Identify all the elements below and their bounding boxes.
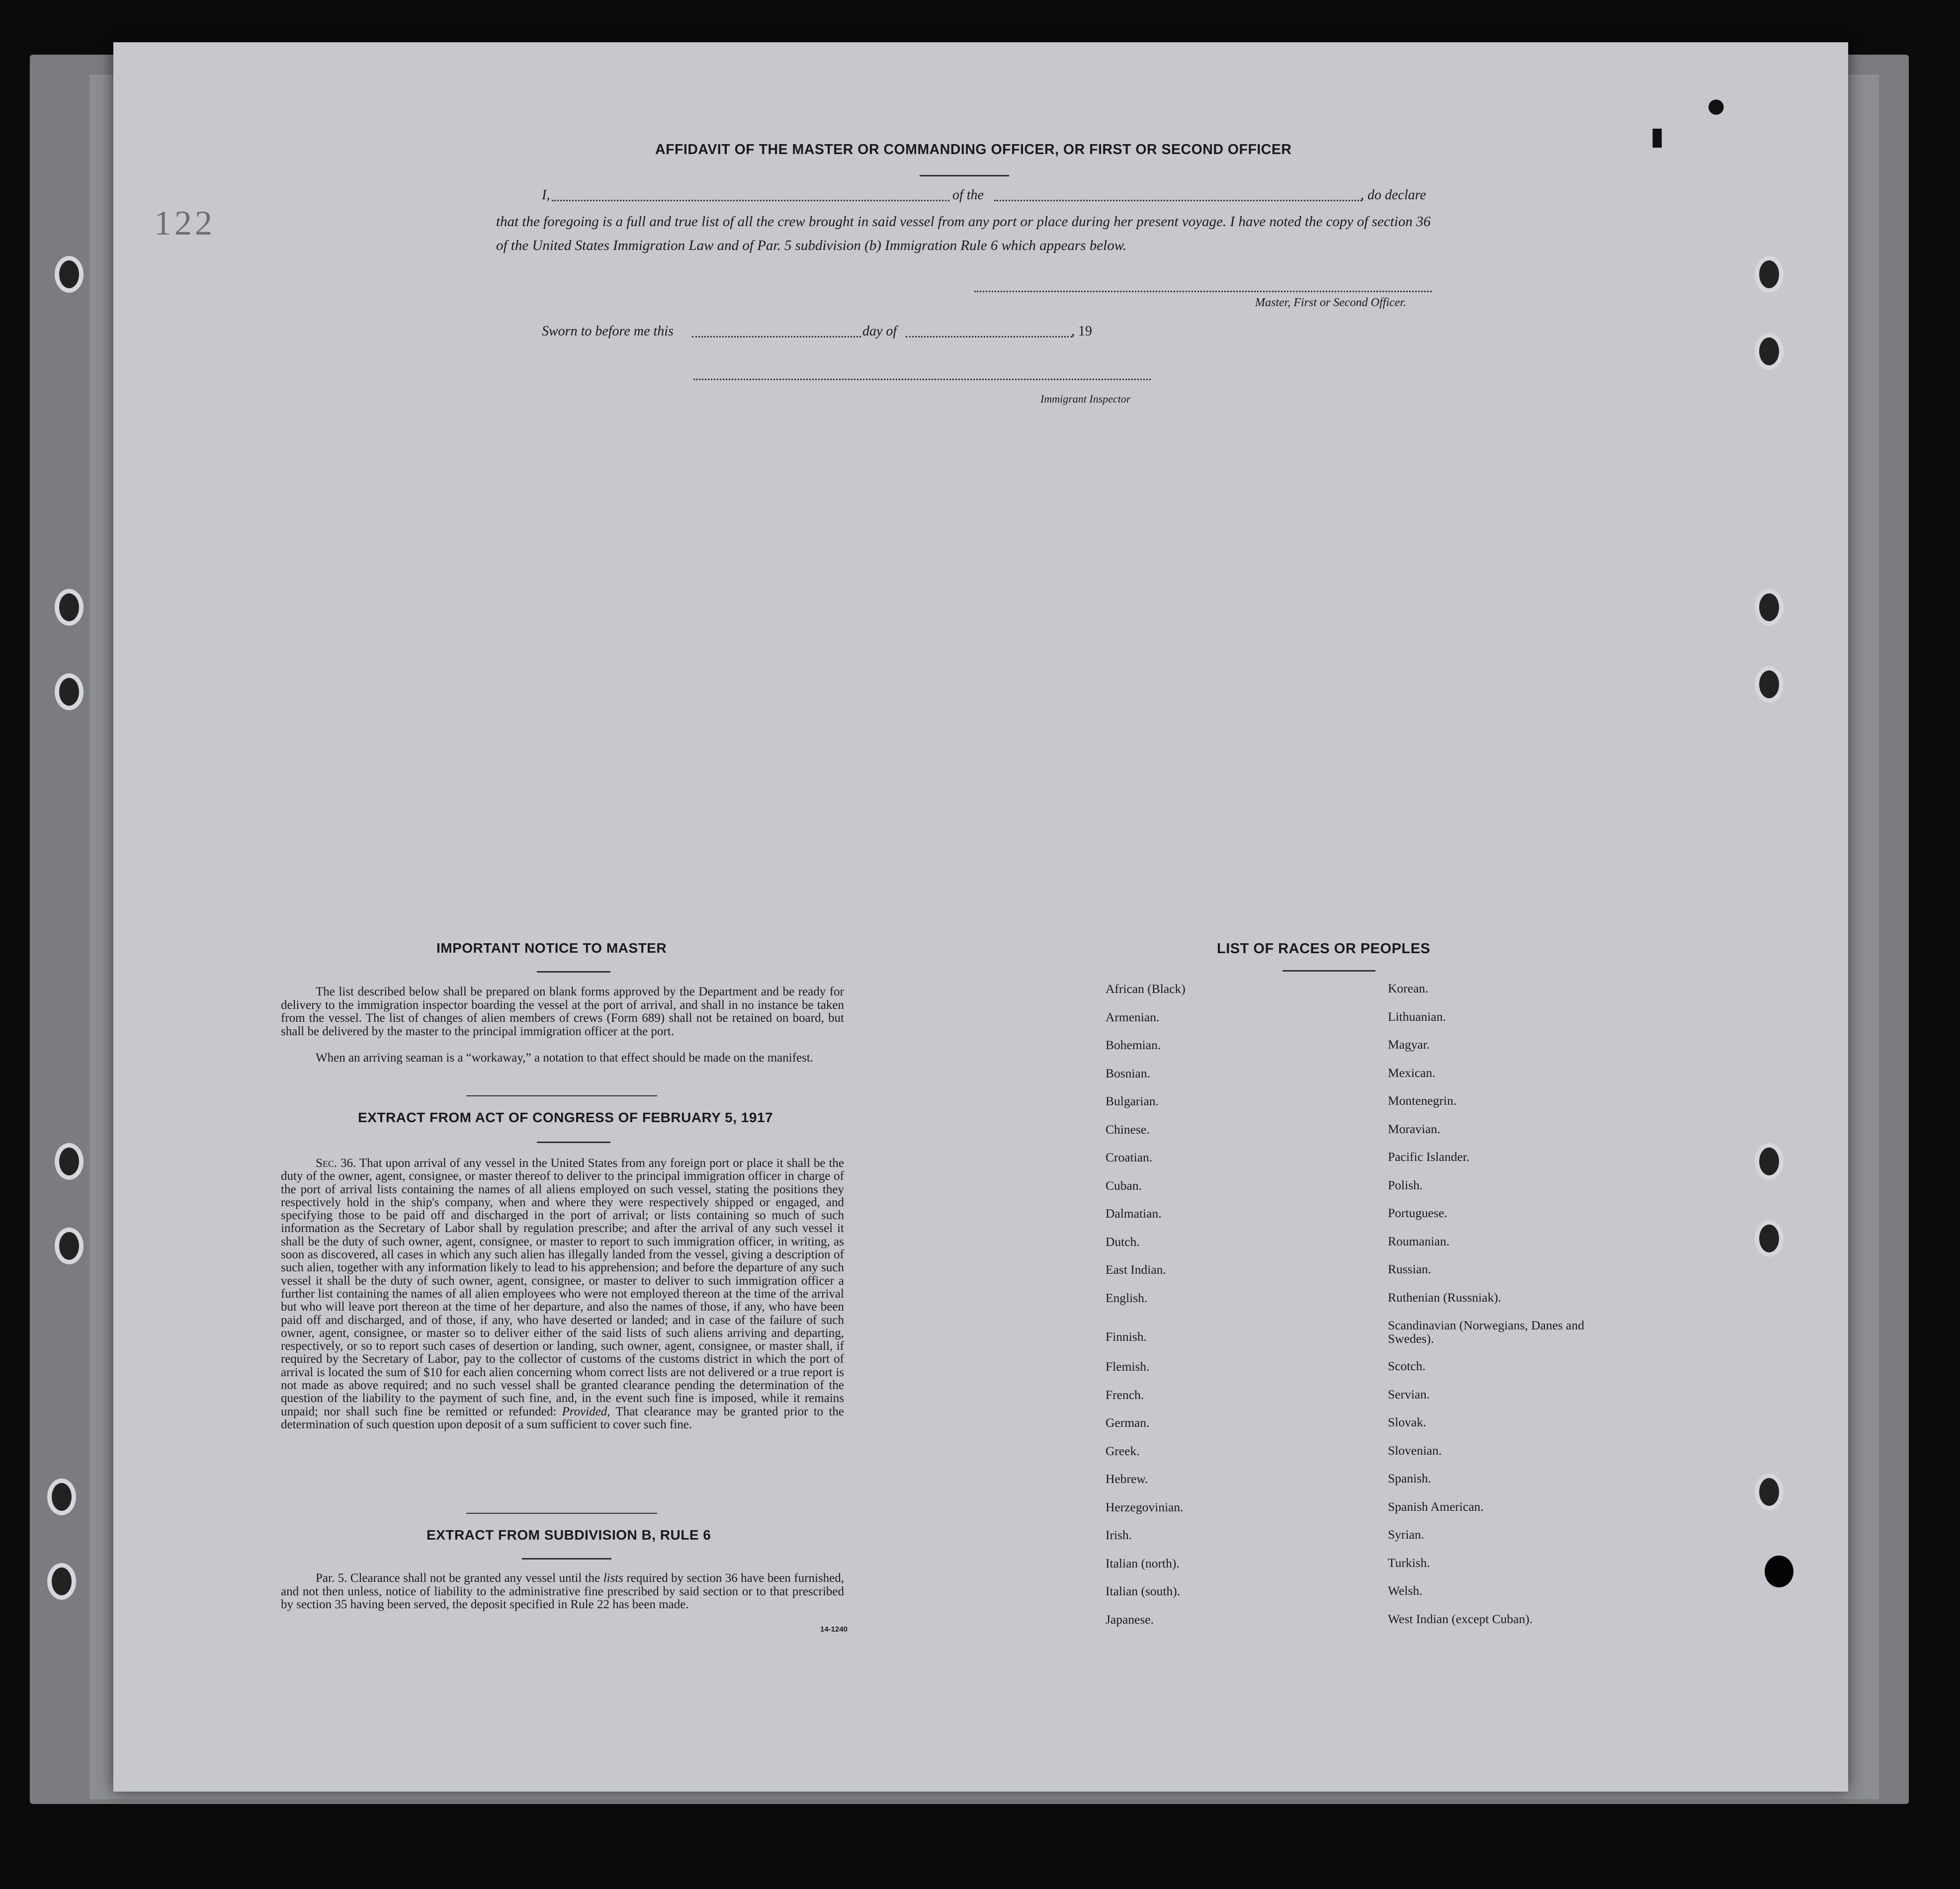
title-rule: [522, 1558, 611, 1560]
title-rule: [537, 1142, 610, 1143]
race-item: African (Black): [1106, 982, 1186, 996]
punch-hole: [1755, 589, 1784, 626]
notice-paragraph-2: When an arriving seaman is a “workaway,” a notation to that effect should be made on the manifest.: [316, 1051, 814, 1065]
race-item: Ruthenian (Russniak).: [1388, 1290, 1502, 1305]
corner-mark: ●: [1707, 94, 1725, 117]
race-item: Dalmatian.: [1106, 1206, 1162, 1221]
punch-hole: [1755, 1143, 1784, 1180]
race-item: German.: [1106, 1415, 1150, 1430]
punch-hole: [1755, 1474, 1784, 1510]
race-row: [1106, 1094, 1627, 1122]
race-row: [1106, 1444, 1627, 1472]
affidavit-of-the-label: of the: [952, 187, 984, 203]
punch-hole: [47, 1478, 76, 1515]
race-item: Armenian.: [1106, 1009, 1160, 1024]
form-number: 14-1240: [820, 1625, 848, 1634]
race-row: [1106, 1122, 1627, 1150]
rule6-body: [281, 1572, 844, 1612]
punch-hole: [55, 1228, 84, 1264]
sworn-day-blank: [692, 336, 861, 337]
vessel-blank: [994, 200, 1362, 201]
race-item: Slovenian.: [1388, 1443, 1442, 1458]
affidavit-body: that the foregoing is a full and true list of all the crew brought in said vessel from any port or place during her present voyage. I have noted the copy of section 36 of the United States Immigration Law and of Par. 5 subdivision (b) Immigration Rule 6 which appears below.: [496, 214, 1431, 253]
section-rule: [466, 1513, 657, 1514]
race-item: West Indian (except Cuban).: [1388, 1611, 1533, 1626]
inspector-signature-blank: [693, 379, 1151, 380]
race-item: Cuban.: [1106, 1178, 1142, 1193]
race-item: Finnish.: [1106, 1329, 1147, 1344]
punch-hole: [55, 1143, 84, 1180]
race-row: [1106, 982, 1627, 1010]
act-section-36: [281, 1157, 844, 1431]
race-item: Chinese.: [1106, 1122, 1150, 1137]
punch-hole: [1755, 1220, 1784, 1257]
race-item: Scandinavian (Norwegians, Danes and Swedes).: [1388, 1318, 1585, 1346]
race-item: Montenegrin.: [1388, 1093, 1457, 1108]
race-item: Spanish American.: [1388, 1499, 1484, 1514]
race-item: Korean.: [1388, 981, 1429, 995]
corner-mark: ▮: [1650, 122, 1664, 151]
race-row: [1106, 1388, 1627, 1416]
race-row: [1106, 1010, 1627, 1038]
affidavit-declare-label: , do declare: [1361, 187, 1426, 203]
race-item: Greek.: [1106, 1443, 1140, 1458]
race-item: Bohemian.: [1106, 1038, 1161, 1052]
notice-paragraph-1: The list described below shall be prepared on blank forms approved by the Department and be ready for delivery to the immigration inspector boarding the vessel at the port of arrival, and shall in no instance be taken from the vessel. The list of changes of alien members of crews (Form 689) shall not be retained on board, but shall be delivered by the master to the principal immigration officer at the port.: [281, 985, 844, 1038]
name-blank: [552, 200, 949, 201]
race-item: Moravian.: [1388, 1121, 1441, 1136]
punch-hole: [1765, 1556, 1793, 1587]
act-title: EXTRACT FROM ACT OF CONGRESS OF FEBRUARY 5, 1917: [358, 1110, 773, 1125]
act-body: 36. That upon arrival of any vessel in the United States from any foreign port or place it shall be the duty of the owner, agent, consignee, or master thereof to deliver to the principal immigration officer in charge of the port of arrival lists containing the names of all aliens employed on such vessel, stating the positions they respectively hold in the ship's company, when and where they were respectively shipped or engaged, and specifying those to be paid off and discharged in the port of arrival; or lists containing so much of such information as the Secretary of Labor shall by regulation prescribe; and after the arrival of any such vessel it shall be the duty of such owner, agent, consignee, or master to report to such immigration officer, in writing, as soon as discovered, all cases in which any such alien has illegally landed from the vessel, giving a description of such alien, together with any information likely to lead to his apprehension; and before the departure of any such vessel it shall be the duty of such owner, agent, consignee, or master to deliver to such immigration officer a further list containing the names of all alien employees who were not employed thereon at the time of the arrival but who will leave port thereon at the time of her departure, and also the names of those, if any, who have been paid off and discharged, and of those, if any, who have deserted or landed; and in case of the failure of such owner, agent, consignee, or master so to deliver either of the said lists of such aliens arriving and departing, respectively, or so to report such cases of desertion or landing, such owner, agent, consignee, or master shall, if required by the Secretary of Labor, pay to the collector of customs of the customs district in which the port of arrival is located the sum of $10 for each alien concerning whom correct lists are not delivered or a true report is not made as above required; and no such vessel shall be granted clearance pending the determination of the question of the liability to the payment of such fine, and, in the event such fine is imposed, while it remains unpaid; nor shall such fine be remitted or refunded:: [281, 1156, 844, 1418]
section-rule: [466, 1095, 657, 1096]
notice-title: IMPORTANT NOTICE TO MASTER: [436, 940, 667, 956]
race-item: Mexican.: [1388, 1065, 1436, 1080]
race-item: Lithuanian.: [1388, 1009, 1446, 1024]
signature-label: Master, First or Second Officer.: [1255, 296, 1406, 309]
race-row: [1106, 1291, 1627, 1319]
race-item: Italian (north).: [1106, 1556, 1180, 1570]
sworn-label: Sworn to before me this: [542, 324, 674, 339]
race-row: [1106, 1178, 1627, 1207]
affidavit-title: AFFIDAVIT OF THE MASTER OR COMMANDING OFFICER, OR FIRST OR SECOND OFFICER: [655, 142, 1292, 158]
race-item: Magyar.: [1388, 1037, 1430, 1052]
race-item: Syrian.: [1388, 1527, 1424, 1542]
title-rule: [537, 971, 610, 973]
year-label: , 19: [1071, 324, 1092, 339]
race-row: [1106, 1262, 1627, 1291]
race-row: [1106, 1528, 1627, 1556]
race-item: Hebrew.: [1106, 1472, 1148, 1486]
punch-hole: [55, 256, 84, 293]
punch-hole: [1755, 256, 1784, 293]
race-item: Spanish.: [1388, 1471, 1432, 1485]
race-item: Bosnian.: [1106, 1066, 1150, 1080]
race-item: Pacific Islander.: [1388, 1150, 1470, 1164]
race-row: [1106, 1038, 1627, 1066]
race-item: Dutch.: [1106, 1234, 1140, 1249]
race-item: Herzegovinian.: [1106, 1499, 1184, 1514]
race-row: [1106, 1612, 1627, 1641]
punch-hole: [55, 589, 84, 626]
race-row: [1106, 1206, 1627, 1234]
race-row: [1106, 1472, 1627, 1500]
race-item: Russian.: [1388, 1262, 1432, 1276]
lists-word: lists: [603, 1571, 623, 1585]
rule6-body-start: Par. 5. Clearance shall not be granted any vessel until the: [316, 1571, 600, 1585]
race-row: [1106, 1415, 1627, 1444]
rule6-body-end: required by section 36 have been furnished, and not then unless, notice of liability to the administrative fine prescribed by said section or to that prescribed by section 35 having been served, the deposit specified in Rule 22 has been made.: [281, 1571, 845, 1611]
provided-word: Provided,: [562, 1404, 610, 1418]
race-item: Scotch.: [1388, 1359, 1426, 1373]
sec-label: Sec.: [316, 1156, 338, 1170]
race-row: [1106, 1318, 1627, 1359]
race-row: [1106, 1556, 1627, 1584]
race-item: East Indian.: [1106, 1262, 1166, 1277]
affidavit-i-label: I,: [542, 187, 550, 203]
rule6-title: EXTRACT FROM SUBDIVISION B, RULE 6: [426, 1527, 711, 1543]
act-body-end: That clearance may be granted prior to the determination of such question upon deposit of a sum sufficient to cover such fine.: [281, 1404, 844, 1431]
inspector-label: Immigrant Inspector: [1040, 393, 1131, 405]
race-item: Croatian.: [1106, 1150, 1153, 1164]
race-item: Servian.: [1388, 1387, 1430, 1401]
race-row: [1106, 1150, 1627, 1178]
race-item: Italian (south).: [1106, 1584, 1181, 1598]
race-item: Slovak.: [1388, 1415, 1427, 1429]
race-row: [1106, 1584, 1627, 1612]
punch-hole: [1755, 333, 1784, 370]
race-item: Welsh.: [1388, 1583, 1423, 1598]
punch-hole: [55, 673, 84, 710]
day-of-label: day of: [862, 324, 897, 339]
punch-hole: [1755, 666, 1784, 703]
race-item: Polish.: [1388, 1177, 1423, 1192]
race-item: Bulgarian.: [1106, 1094, 1159, 1108]
race-item: Portuguese.: [1388, 1206, 1448, 1220]
race-row: [1106, 1359, 1627, 1388]
races-title: LIST OF RACES OR PEOPLES: [1217, 941, 1431, 957]
race-item: Irish.: [1106, 1528, 1132, 1542]
sworn-month-blank: [906, 336, 1072, 337]
race-item: Japanese.: [1106, 1612, 1154, 1627]
race-item: English.: [1106, 1290, 1148, 1305]
punch-hole: [47, 1563, 76, 1600]
race-item: Flemish.: [1106, 1359, 1150, 1374]
race-row: [1106, 1234, 1627, 1263]
races-list: [1106, 982, 1627, 1640]
signature-blank: [974, 291, 1432, 292]
stamp-number: 122: [154, 204, 215, 243]
title-rule: [920, 175, 1009, 176]
race-row: [1106, 1066, 1627, 1094]
race-item: Turkish.: [1388, 1555, 1430, 1570]
race-item: French.: [1106, 1387, 1144, 1402]
race-item: Roumanian.: [1388, 1233, 1449, 1248]
title-rule: [1282, 970, 1375, 972]
race-row: [1106, 1500, 1627, 1528]
